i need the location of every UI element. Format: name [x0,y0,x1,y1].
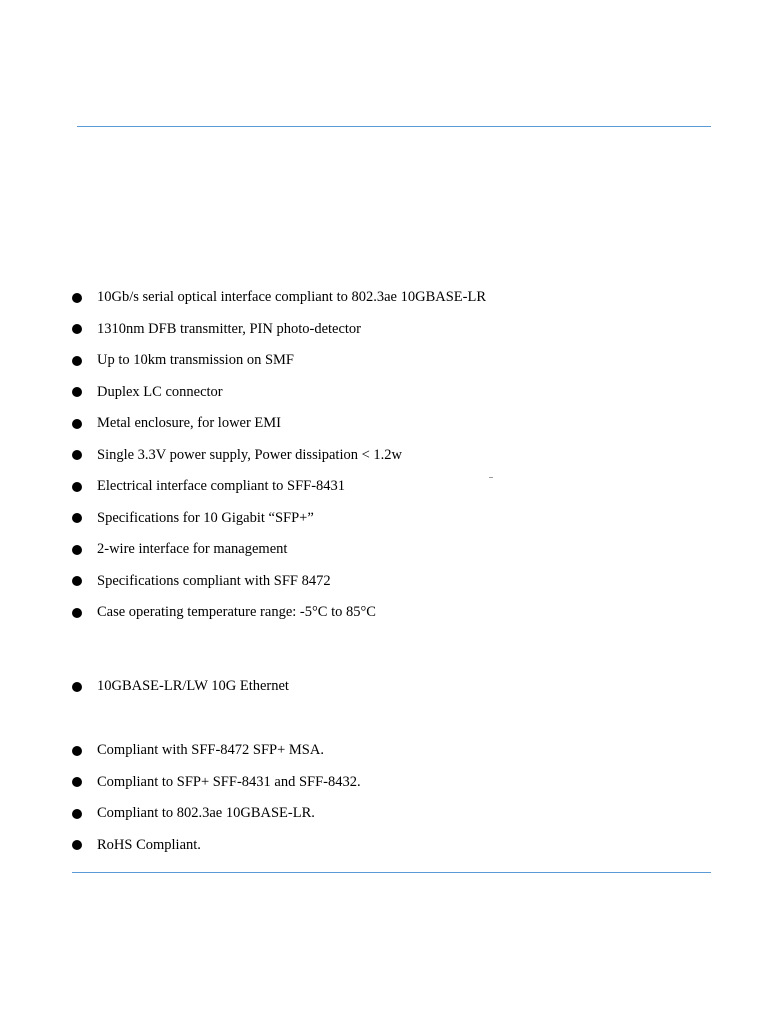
bullet-icon [72,809,82,819]
bullet-icon [72,324,82,334]
bullet-icon [72,576,82,586]
bullet-icon [72,608,82,618]
list-item-text: Specifications for 10 Gigabit “SFP+” [97,509,314,526]
list-item-text: Specifications compliant with SFF 8472 [97,572,331,589]
bullet-icon [72,545,82,555]
bullet-icon [72,450,82,460]
stray-mark [489,477,493,478]
list-item [72,471,486,503]
list-item-text: Up to 10km transmission on SMF [97,352,294,368]
list-item-text: Electrical interface compliant to SFF-8431 [97,478,346,494]
list-item [72,440,486,472]
list-item-text: Compliant to 802.3ae 10GBASE-LR. [97,805,315,821]
list-item [72,671,289,703]
list-item-text: 10Gb/s serial optical interface compliant to 802.3ae 10GBASE-LR [97,289,486,305]
bullet-icon [72,482,82,492]
list-item-text: 10GBASE-LR/LW 10G Ethernet [97,678,289,694]
list-item-text: Metal enclosure, for lower EMI [97,415,282,431]
list-item [72,597,486,629]
list-item-text: RoHS Compliant. [97,836,201,853]
list-item-text: Single 3.3V power supply, Power dissipation < 1.2w [97,446,403,463]
bullet-icon [72,293,82,303]
list-item [72,830,361,862]
standards-list [72,735,361,861]
list-item-text: Compliant to SFP+ SFF-8431 and SFF-8432. [97,773,361,790]
bullet-icon [72,419,82,429]
list-item [72,735,361,767]
applications-list [72,671,289,703]
list-item [72,767,361,799]
bullet-icon [72,746,82,756]
bullet-icon [72,682,82,692]
bullet-icon [72,356,82,366]
list-item-text: Duplex LC connector [97,383,223,400]
list-item [72,798,361,830]
list-item [72,377,486,409]
bottom-divider [72,872,711,873]
features-list [72,282,486,629]
bullet-icon [72,840,82,850]
top-divider [77,126,711,127]
bullet-icon [72,387,82,397]
bullet-icon [72,777,82,787]
list-item [72,408,486,440]
list-item-text: Compliant with SFF-8472 SFP+ MSA. [97,742,324,758]
list-item [72,345,486,377]
list-item [72,534,486,566]
list-item-text: 2-wire interface for management [97,541,288,557]
list-item-text: Case operating temperature range: -5°C to 85°C [97,604,376,620]
list-item [72,503,486,535]
list-item [72,314,486,346]
list-item [72,282,486,314]
bullet-icon [72,513,82,523]
list-item [72,566,486,598]
list-item-text: 1310nm DFB transmitter, PIN photo-detector [97,320,362,337]
